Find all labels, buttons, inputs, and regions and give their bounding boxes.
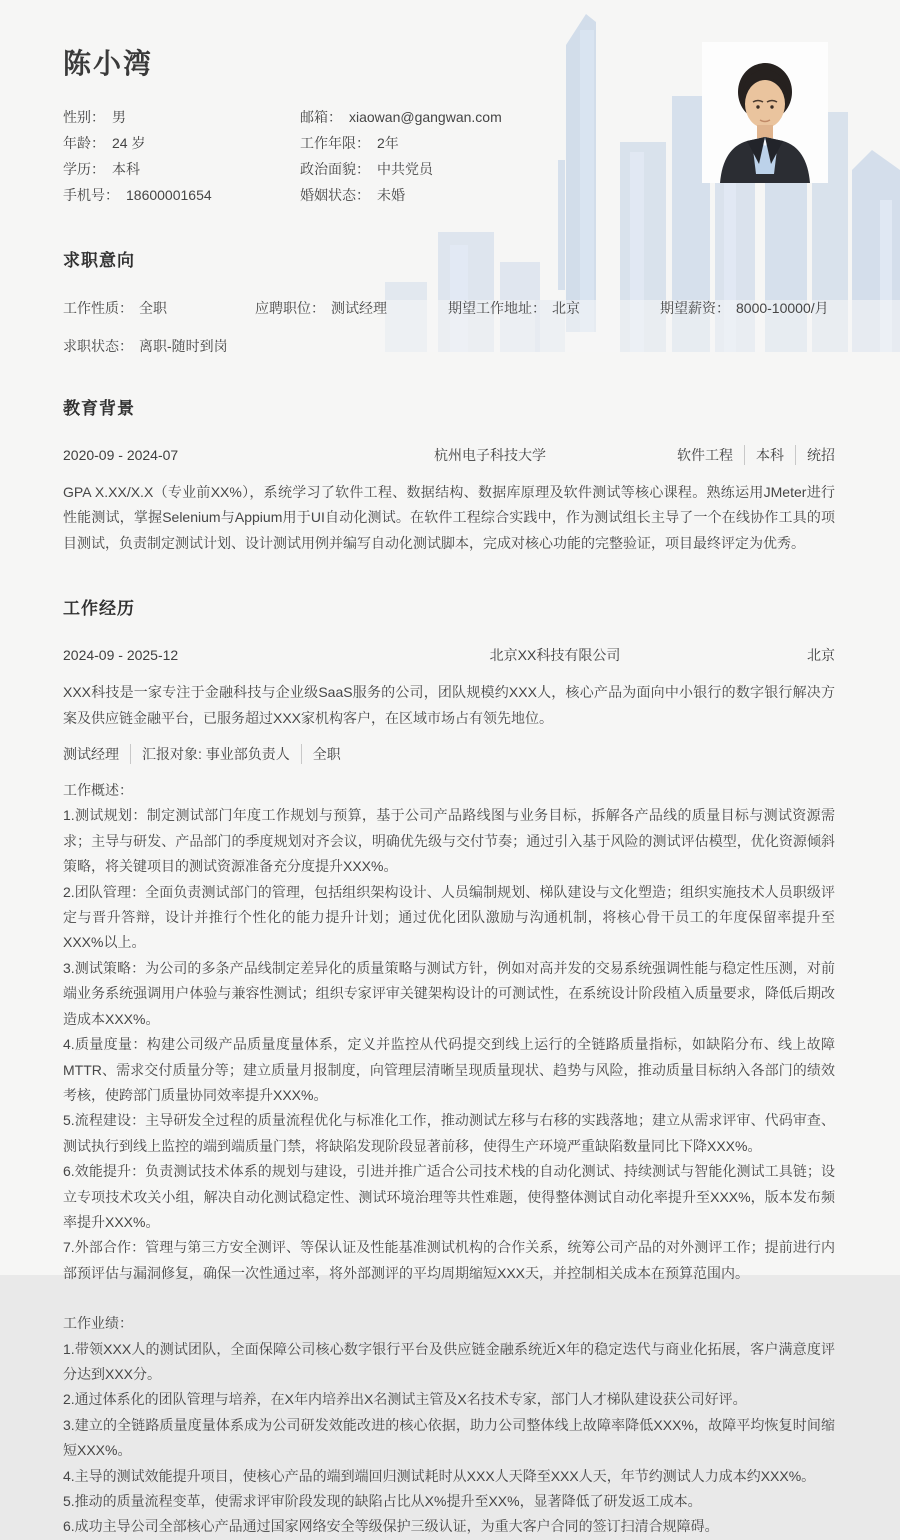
company-intro: XXX科技是一家专注于金融科技与企业级SaaS服务的公司，团队规模约XXX人，核心产品为面向中小银行的数字银行解决方案及供应链金融平台，已服务超过XXX家机构客户，在区域市场占有领先地位。 (63, 684, 835, 726)
work-achievements (63, 1337, 835, 1540)
work-achievements-heading: 工作业绩： (63, 1315, 133, 1332)
section-title-job-intention: 求职意向 (63, 251, 135, 270)
work-overview-item: 1.测试规划：制定测试部门年度工作规划与预算，基于公司产品路线图与业务目标，拆解各产品线的质量目标与测试资源需求；主导与研发、产品部门的季度规划对齐会议，明确优先级与交付节奏；通过引入基于风险的测试评估模型，优化资源倾斜策略，将关键项目的测试资源准备充分度提升XXX%。 (63, 807, 835, 875)
work-overview-item: 5.流程建设：主导研发全过程的质量流程优化与标准化工作，推动测试左移与右移的实践落地；建立从需求评审、代码审查、测试执行到线上监控的端到端质量门禁，将缺陷发现阶段显著前移，使得生产环境严重缺陷数量同比下降XXX%。 (63, 1112, 835, 1154)
work-location: 北京 (807, 647, 835, 664)
basic-info-left-column (63, 104, 300, 208)
info-field: 性别： 男 (63, 109, 126, 125)
education-tag: 本科 (744, 445, 784, 465)
work-overview-heading: 工作概述： (63, 782, 133, 799)
job-intention-field: 应聘职位： 测试经理 (255, 300, 387, 316)
work-achievement-item: 3.建立的全链路质量度量体系成为公司研发效能改进的核心依据，助力公司整体线上故障率降低XXX%，故障平均恢复时间缩短XXX%。 (63, 1416, 835, 1459)
education-period: 2020-09 - 2024-07 (63, 447, 179, 463)
work-achievement-item: 6.成功主导公司全部核心产品通过国家网络安全等级保护三级认证，为重大客户合同的签订扫清合规障碍。 (63, 1518, 719, 1535)
info-field: 学历： 本科 (63, 161, 140, 177)
section-education (63, 394, 835, 556)
info-field: 邮箱： xiaowan@gangwan.com (300, 109, 502, 125)
work-achievement-item: 5.推动的质量流程变革，使需求评审阶段发现的缺陷占比从X%提升至XX%，显著降低了研发返工成本。 (63, 1493, 702, 1509)
basic-info-right-column (300, 104, 502, 208)
work-achievement-item: 4.主导的测试效能提升项目，使核心产品的端到端回归测试耗时从XXX人天降至XXX人天，年节约测试人力成本约XXX%。 (63, 1467, 816, 1484)
work-overview-item: 3.测试策略：为公司的多条产品线制定差异化的质量策略与测试方针，例如对高并发的交易系统强调性能与稳定性压测，对前端业务系统强调用户体验与兼容性测试；组织专家评审关键架构设计的可测试性，在系统设计阶段植入质量要求，降低后期改造成本XXX%。 (63, 959, 835, 1027)
portrait-illustration (702, 42, 828, 183)
work-role-tag: 汇报对象: 事业部负责人 (130, 744, 290, 764)
work-company: 北京XX科技有限公司 (489, 647, 621, 664)
info-field: 手机号： 18600001654 (63, 187, 212, 203)
section-work-experience (63, 594, 835, 1540)
info-field: 工作年限： 2年 (300, 135, 399, 151)
work-overview-item: 2.团队管理：全面负责测试部门的管理，包括组织架构设计、人员编制规划、梯队建设与文化塑造；组织实施技术人员职级评定与晋升答辩，设计并推行个性化的能力提升计划；通过优化团队激励与沟通机制，将核心骨干员工的年度保留率提升至XXX%以上。 (63, 883, 835, 951)
info-field: 政治面貌： 中共党员 (300, 161, 433, 177)
work-overview-item: 7.外部合作：管理与第三方安全测评、等保认证及性能基准测试机构的合作关系，统筹公司产品的对外测评工作；提前进行内部预评估与漏洞修复，确保一次性通过率，将外部测评的平均周期缩短XXX天，并控制相关成本在预算范围内。 (63, 1239, 835, 1281)
info-field: 婚姻状态： 未婚 (300, 187, 405, 203)
education-school: 杭州电子科技大学 (434, 447, 546, 463)
education-entry-header (63, 445, 835, 465)
work-period: 2024-09 - 2025-12 (63, 647, 179, 664)
work-role-tag: 全职 (301, 744, 341, 764)
education-tags (677, 445, 835, 465)
work-overview-items (63, 803, 835, 1286)
job-seeking-status: 求职状态： 离职-随时到岗 (63, 338, 228, 354)
education-tag: 软件工程 (677, 447, 733, 463)
job-intention-field: 期望薪资： 8000-10000/月 (660, 300, 829, 316)
info-field: 年龄： 24 岁 (63, 135, 146, 151)
work-overview (63, 778, 835, 1286)
work-achievement-item: 1.带领XXX人的测试团队，全面保障公司核心数字银行平台及供应链金融系统近X年的稳定迭代与商业化拓展，客户满意度评分达到XXX分。 (63, 1340, 835, 1382)
job-intention-field: 工作性质： 全职 (63, 300, 167, 316)
education-tag: 统招 (795, 445, 835, 465)
work-overview-item: 6.效能提升：负责测试技术体系的规划与建设，引进并推广适合公司技术栈的自动化测试、持续测试与智能化测试工具链；设立专项技术攻关小组，解决自动化测试稳定性、测试环境治理等共性难题，使得整体测试自动化率提升至XXX%，版本发布频率提升XXX%。 (63, 1163, 835, 1230)
work-role-tag: 测试经理 (63, 746, 119, 763)
section-job-intention (63, 246, 835, 356)
section-title-work-experience: 工作经历 (63, 599, 135, 619)
section-title-education: 教育背景 (63, 399, 135, 418)
work-achievement-item: 2.通过体系化的团队管理与培养，在X年内培养出X名测试主管及X名技术专家，部门人才梯队建设获公司好评。 (63, 1391, 747, 1408)
work-overview-item: 4.质量度量：构建公司级产品质量度量体系，定义并监控从代码提交到线上运行的全链路质量指标，如缺陷分布、线上故障MTTR、需求交付质量分等；建立质量月报制度，向管理层清晰呈现质量现状、趋势与风险，推动质量目标纳入各部门的绩效考核，使跨部门质量协同效率提升XXX%。 (63, 1036, 835, 1103)
job-intention-fields (63, 298, 835, 318)
education-description: GPA X.XX/X.X（专业前XX%），系统学习了软件工程、数据结构、数据库原理及软件测试等核心课程。熟练运用JMeter进行性能测试，掌握Selenium与Appium用于UI自动化测试。在软件工程综合实践中，作为测试组长主导了一个在线协作工具的项目测试，负责制定测试计划、设计测试用例并编写自动化测试脚本，完成对核心功能的完整验证，项目最终评定为优秀。 (63, 484, 835, 551)
candidate-name: 陈小湾 (63, 48, 154, 79)
work-entry-header (63, 645, 835, 665)
work-role-tags (63, 744, 341, 764)
job-intention-field: 期望工作地址： 北京 (448, 300, 580, 316)
profile-photo (702, 42, 828, 183)
